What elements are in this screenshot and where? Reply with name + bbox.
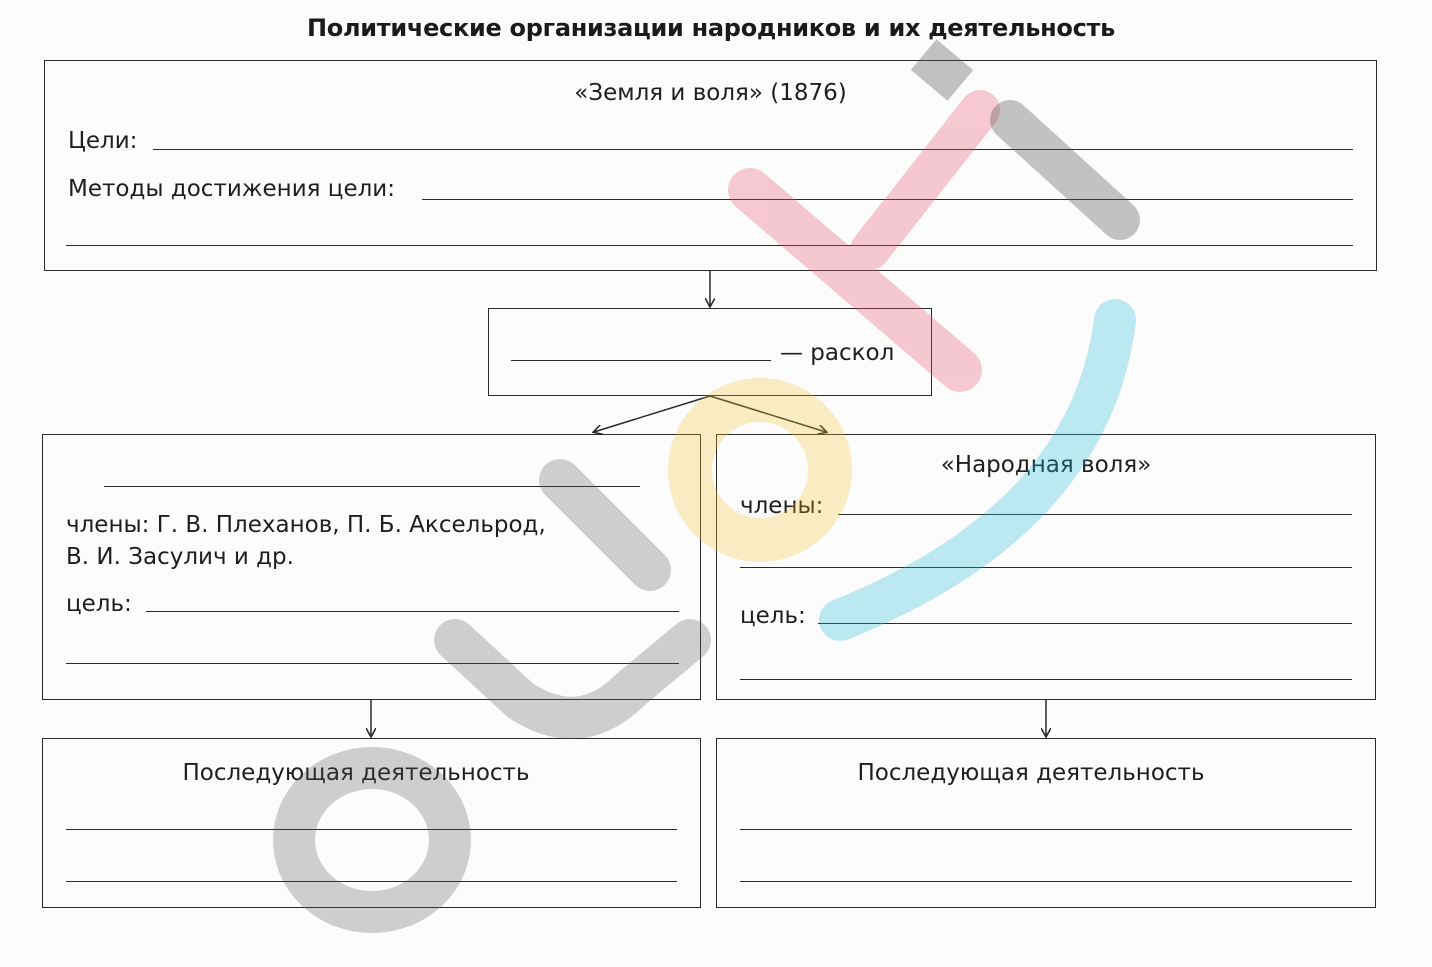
narodnaya-volya-heading: «Народная воля» (940, 452, 1152, 478)
left-members-line1: члены: Г. В. Плеханов, П. Б. Аксельрод, (66, 512, 546, 538)
right-members-label: члены: (740, 493, 824, 519)
split-suffix: — раскол (780, 340, 895, 366)
zemlya-i-volya-heading: «Земля и воля» (1876) (574, 80, 847, 106)
methods-label: Методы достижения цели: (68, 176, 396, 202)
arrow-split-to-right (710, 396, 826, 432)
right-subsequent-heading: Последующая деятельность (857, 760, 1205, 786)
left-subsequent-heading: Последующая деятельность (182, 760, 530, 786)
page-title: Политические организации народников и их деятельность (307, 14, 1115, 42)
right-goal-label: цель: (740, 603, 806, 629)
goals-label: Цели: (68, 128, 138, 154)
arrow-split-to-left (594, 396, 710, 432)
left-members-line2: В. И. Засулич и др. (66, 544, 294, 570)
left-goal-label: цель: (66, 591, 132, 617)
